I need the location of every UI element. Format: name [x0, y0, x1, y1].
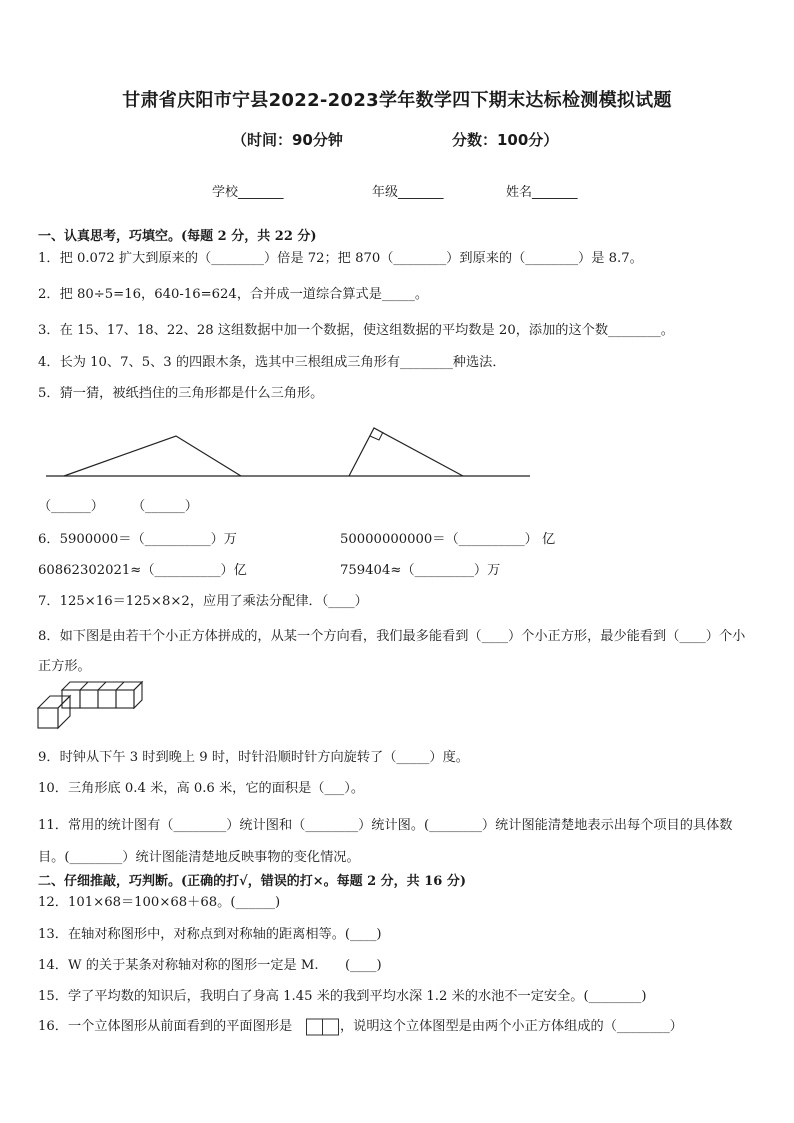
question-16-part-a: 16．一个立体图形从前面看到的平面图形是	[38, 1019, 293, 1034]
question-6-b: 50000000000＝（__________） 亿	[340, 532, 556, 547]
section-2-heading: 二、仔细推敲，巧判断。(正确的打√，错误的打×。每题 2 分，共 16 分)	[38, 874, 466, 889]
question-14: 14．W 的关于某条对称轴对称的图形一定是 M. (____)	[38, 958, 382, 973]
question-12: 12．101×68＝100×68＋68。(______)	[38, 895, 281, 910]
question-7: 7．125×16＝125×8×2，应用了乘法分配律．（____）	[38, 594, 368, 609]
section-1-heading: 一、认真思考，巧填空。(每题 2 分，共 22 分)	[38, 229, 317, 244]
school-field[interactable]: 学校_______	[212, 185, 284, 200]
question-6-a: 6．5900000＝（__________）万	[38, 532, 237, 547]
question-2: 2．把 80÷5=16，640-16=624，合并成一道综合算式是_____。	[38, 287, 429, 302]
front-cube-top	[38, 696, 70, 708]
exam-score: 分数：100分）	[452, 131, 559, 149]
front-cube-side	[58, 696, 70, 728]
question-6-c: 60862302021≈（__________）亿	[38, 563, 247, 578]
question-6-d: 759404≈（_________）万	[340, 563, 501, 578]
two-squares-icon	[306, 1018, 340, 1036]
row-cube-1	[62, 690, 80, 708]
question-13: 13．在轴对称图形中，对称点到对称轴的距离相等。(____)	[38, 927, 382, 942]
question-9: 9．时钟从下午 3 时到晚上 9 时，时针沿顺时针方向旋转了（_____）度。	[38, 750, 469, 765]
question-8: 8．如下图是由若干个小正方体拼成的，从某一个方向看，我们最多能看到（____）个小正方形，最少能看到（____）个小正方形。	[38, 629, 746, 674]
question-10: 10．三角形底 0.4 米，高 0.6 米，它的面积是（___）。	[38, 781, 365, 796]
question-4: 4．长为 10、7、5、3 的四跟木条，选其中三根组成三角形有________种选法．	[38, 355, 506, 370]
grade-field[interactable]: 年级_______	[372, 185, 444, 200]
question-15: 15．学了平均数的知识后，我明白了身高 1.45 米的我到平均水深 1.2 米的水池不一定安全。(________)	[38, 989, 647, 1004]
row-cube-4	[116, 690, 134, 708]
row-cube-3	[98, 690, 116, 708]
question-16-part-b: ，说明这个立体图型是由两个小正方体组成的（________）	[340, 1019, 683, 1034]
row-side	[134, 682, 142, 708]
question-3: 3．在 15、17、18、22、28 这组数据中加一个数据，使这组数据的平均数是 20，添加的这个数________。	[38, 323, 674, 338]
question-5-blank-a[interactable]: （______）	[38, 499, 104, 514]
name-field[interactable]: 姓名_______	[506, 185, 578, 200]
question-11: 11．常用的统计图有（________）统计图和（________）统计图。(________）统计图能清楚地表示出每个项目的具体数目。(________）统计图能清楚地反映事物的变化情况。	[38, 818, 733, 865]
exam-time: （时间：90分钟	[232, 131, 343, 149]
question-1: 1．把 0.072 扩大到原来的（________）倍是 72；把 870（________）到原来的（________）是 8.7。	[38, 251, 643, 266]
row-cube-2	[80, 690, 98, 708]
question-5: 5．猜一猜，被纸挡住的三角形都是什么三角形。	[38, 386, 324, 401]
question-5-blank-b[interactable]: （______）	[132, 499, 198, 514]
front-cube-face	[38, 708, 58, 728]
page-title: 甘肃省庆阳市宁县2022-2023学年数学四下期末达标检测模拟试题	[122, 90, 672, 111]
